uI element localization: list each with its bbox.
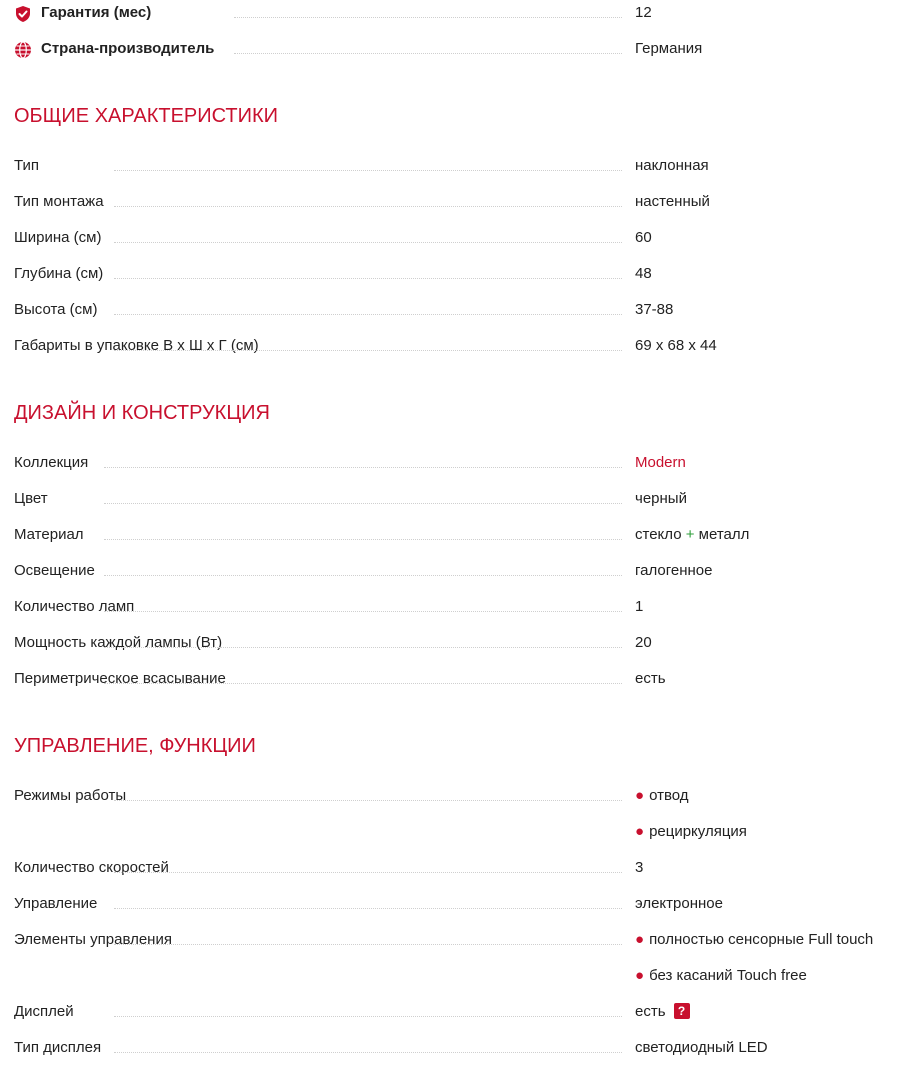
list-value: без касаний Touch free <box>649 967 807 984</box>
spec-value <box>635 1001 690 1023</box>
leader-dots <box>114 170 622 171</box>
leader-dots <box>114 278 622 279</box>
leader-dots <box>114 242 622 243</box>
spec-value: 48 <box>635 265 652 282</box>
spec-label: Дисплей <box>14 1001 78 1023</box>
spec-value <box>635 821 747 843</box>
spec-row <box>14 857 898 879</box>
spec-label: Ширина (см) <box>14 227 105 249</box>
spec-value: 1 <box>635 598 644 615</box>
spec-label: Коллекция <box>14 452 92 474</box>
collection-link[interactable]: Modern <box>635 454 686 471</box>
spec-value: светодиодный LED <box>635 1039 768 1056</box>
leader-dots <box>114 314 622 315</box>
spec-row-country <box>14 38 898 60</box>
list-value: рециркуляция <box>649 823 747 840</box>
list-value: полностью сенсорные Full touch <box>649 931 874 948</box>
spec-value: настенный <box>635 193 710 210</box>
spec-label: Количество скоростей <box>14 857 173 879</box>
spec-value: есть <box>635 670 666 687</box>
spec-row <box>14 524 898 546</box>
spec-row <box>14 335 898 357</box>
section-title-design: ДИЗАЙН И КОНСТРУКЦИЯ <box>14 402 270 424</box>
leader-dots <box>104 467 622 468</box>
bullet-icon: ● <box>635 823 645 840</box>
spec-value: 20 <box>635 634 652 651</box>
spec-label: Страна-производитель <box>41 38 218 60</box>
spec-label: Глубина (см) <box>14 263 107 285</box>
spec-row <box>14 893 898 915</box>
spec-row <box>14 668 898 690</box>
spec-value: галогенное <box>635 562 713 579</box>
spec-label: Элементы управления <box>14 929 176 951</box>
spec-label: Цвет <box>14 488 52 510</box>
leader-dots <box>114 350 622 351</box>
spec-label: Режимы работы <box>14 785 130 807</box>
spec-row <box>14 785 898 807</box>
spec-label: Высота (см) <box>14 299 101 321</box>
spec-label: Гарантия (мес) <box>41 2 155 24</box>
spec-label: Количество ламп <box>14 596 138 618</box>
spec-row <box>14 452 898 474</box>
spec-value: 12 <box>635 4 652 21</box>
spec-row <box>14 560 898 582</box>
leader-dots <box>114 1016 622 1017</box>
spec-row <box>14 155 898 177</box>
spec-label: Мощность каждой лампы (Вт) <box>14 632 226 654</box>
spec-row <box>14 488 898 510</box>
bullet-icon: ● <box>635 967 645 984</box>
spec-label: Периметрическое всасывание <box>14 668 230 690</box>
spec-label: Освещение <box>14 560 99 582</box>
spec-row <box>14 227 898 249</box>
spec-row-warranty <box>14 2 898 24</box>
spec-row <box>14 191 898 213</box>
list-value: отвод <box>649 787 689 804</box>
leader-dots <box>114 944 622 945</box>
spec-row <box>14 1001 898 1023</box>
spec-value: Германия <box>635 40 703 57</box>
spec-row <box>14 1037 898 1059</box>
spec-row-continuation <box>14 821 898 843</box>
spec-row <box>14 632 898 654</box>
spec-value: наклонная <box>635 157 709 174</box>
leader-dots <box>114 800 622 801</box>
leader-dots <box>104 575 622 576</box>
leader-dots <box>234 17 622 18</box>
leader-dots <box>104 539 622 540</box>
spec-row <box>14 299 898 321</box>
spec-value <box>635 785 689 807</box>
spec-value <box>635 524 749 546</box>
plus-sign: + <box>685 526 695 543</box>
spec-value: 69 x 68 x 44 <box>635 337 717 354</box>
spec-label: Материал <box>14 524 88 546</box>
leader-dots <box>104 683 622 684</box>
shield-check-icon <box>14 5 32 23</box>
section-title-general: ОБЩИЕ ХАРАКТЕРИСТИКИ <box>14 105 279 127</box>
leader-dots <box>234 53 622 54</box>
bullet-icon: ● <box>635 931 645 948</box>
display-value: есть <box>635 1003 666 1020</box>
globe-icon <box>14 41 32 59</box>
spec-label: Тип монтажа <box>14 191 108 213</box>
spec-row <box>14 263 898 285</box>
spec-label: Управление <box>14 893 101 915</box>
help-icon[interactable]: ? <box>674 1003 690 1019</box>
section-title-control: УПРАВЛЕНИЕ, ФУНКЦИИ <box>14 735 256 757</box>
spec-row <box>14 596 898 618</box>
spec-value: электронное <box>635 895 723 912</box>
spec-value <box>635 965 807 987</box>
material-part: металл <box>698 526 750 543</box>
spec-value: 37-88 <box>635 301 674 318</box>
spec-value <box>635 929 873 951</box>
leader-dots <box>114 206 622 207</box>
spec-label: Габариты в упаковке В х Ш х Г (см) <box>14 335 263 357</box>
spec-label: Тип <box>14 155 43 177</box>
material-part: стекло <box>635 526 682 543</box>
leader-dots <box>104 647 622 648</box>
leader-dots <box>114 872 622 873</box>
spec-value: черный <box>635 490 687 507</box>
leader-dots <box>114 908 622 909</box>
leader-dots <box>114 1052 622 1053</box>
leader-dots <box>104 611 622 612</box>
bullet-icon: ● <box>635 787 645 804</box>
spec-value: 3 <box>635 859 644 876</box>
spec-label: Тип дисплея <box>14 1037 105 1059</box>
leader-dots <box>104 503 622 504</box>
spec-value: 60 <box>635 229 652 246</box>
spec-row-continuation <box>14 965 898 987</box>
spec-row <box>14 929 898 951</box>
